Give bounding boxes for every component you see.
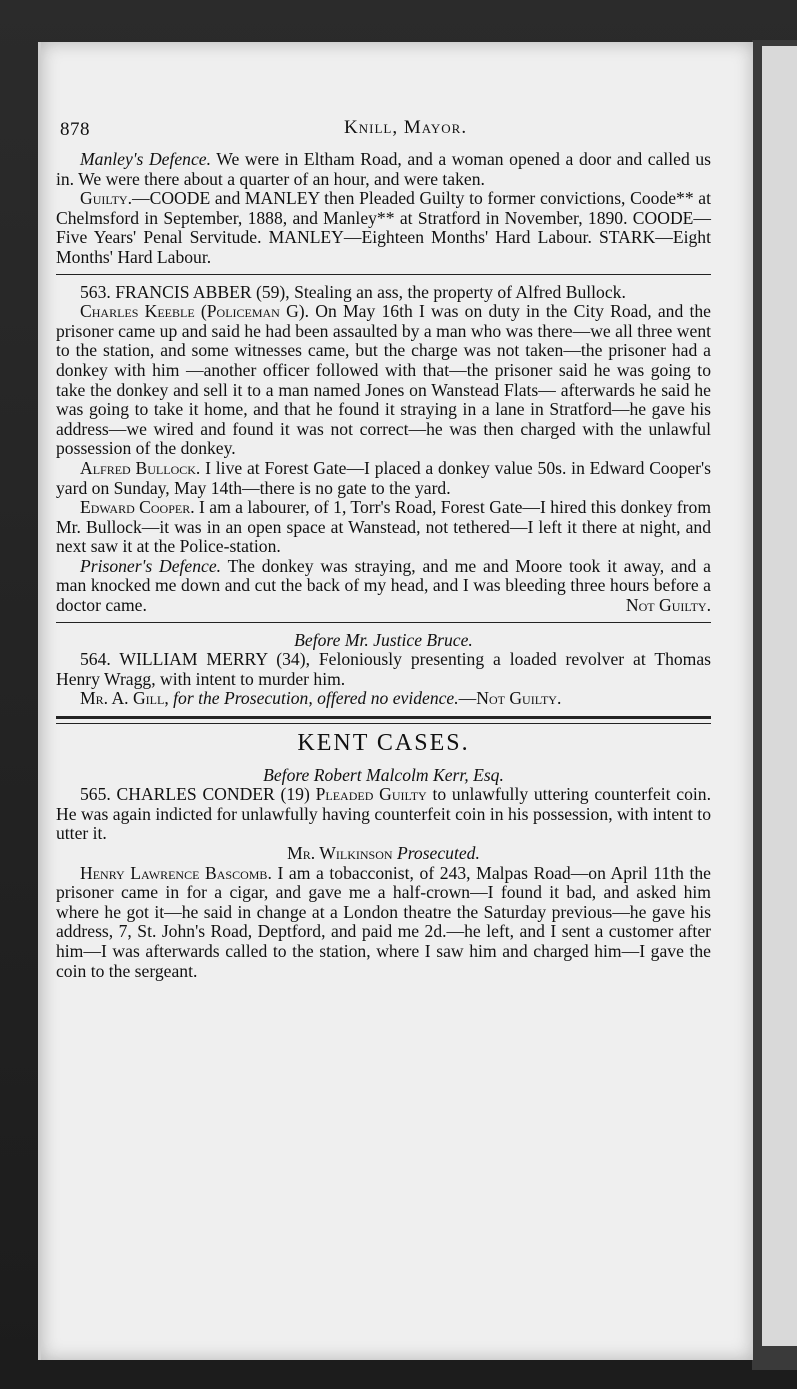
kent-cases-title: KENT CASES. bbox=[297, 730, 470, 757]
wilkinson-role: Prosecuted. bbox=[396, 843, 480, 863]
keeble-label: Charles Keeble (Policeman G). bbox=[80, 301, 310, 322]
manley-defence-text: We were in Eltham Road, and a woman opened a door and called us in. We were there about a quarter of an hour, and were taken. bbox=[56, 149, 711, 189]
bullock-label: Alfred Bullock. bbox=[80, 457, 201, 478]
facing-page bbox=[762, 46, 797, 1346]
double-rule bbox=[56, 716, 711, 724]
page-header bbox=[56, 112, 711, 140]
case-565-heading: 565. CHARLES CONDER (19) bbox=[80, 784, 310, 805]
bascomb-text: I am a tobacconist, of 243, Malpas Road—on April 11th the prisoner came in for a cigar, and gave me a half-crown—I found it bad, and asked him where he got it—he said in change at a London theatre the Saturday previous—he gave his address, 7, St. John's Road, Deptford, and paid me 2d.—he left, and I sent a customer after him—I was afterwards called to the station, where I saw him and charged him—I gave the coin to the sergeant. bbox=[56, 862, 711, 981]
gill-paragraph bbox=[56, 689, 711, 709]
prosecution-line bbox=[56, 844, 711, 864]
case-565-paragraph bbox=[56, 785, 711, 844]
cooper-testimony bbox=[56, 498, 711, 557]
keeble-text: On May 16th I was on duty in the City Road, and the prisoner came up and said he had been assaulted by a man who was there—we all three went to the station, and some witnesses came, but the charge was not taken—the prisoner had a donkey with him —another officer followed with that—the prisoner said he was going to take the donkey and sell it to a man named Jones on Wanstead Flats— afterwards he said he was going to take it home, and that he found it straying in a lane in Stratford—he gave his address—we wired and found it was not correct—he was then charged with the unlawful possession of the donkey. bbox=[56, 301, 711, 459]
case-565-text: to unlawfully uttering counterfeit coin. He was again indicted for unlawfully having counterfeit coin in his possession, with intent to utter it. bbox=[56, 784, 711, 844]
case-564-heading: 564. WILLIAM MERRY (34), Feloniously presenting a loaded revolver at Thomas Henry Wragg, with intent to murder him. bbox=[56, 649, 711, 689]
gill-label: Mr. A. Gill, bbox=[80, 688, 169, 709]
cooper-label: Edward Cooper. bbox=[80, 497, 195, 518]
wilkinson-name: Mr. Wilkinson bbox=[287, 843, 393, 863]
page-number: 878 bbox=[60, 119, 90, 140]
guilty-label: Guilty. bbox=[80, 188, 132, 209]
bullock-text: I live at Forest Gate—I placed a donkey value 50s. in Edward Cooper's yard on Sunday, May 14th—there is no gate to the yard. bbox=[56, 457, 711, 498]
section-rule bbox=[56, 622, 711, 623]
section-rule bbox=[56, 274, 711, 275]
prisoner-defence-paragraph bbox=[56, 557, 711, 616]
manley-defence-label: Manley's Defence. bbox=[80, 149, 211, 169]
cooper-text: I am a labourer, of 1, Torr's Road, Forest Gate—I hired this donkey from Mr. Bullock—it was in an open space at Wanstead, not tethered—I left it there at night, and next saw it at the Police-station. bbox=[56, 497, 712, 557]
running-head: Knill, Mayor. bbox=[344, 117, 468, 138]
manley-defence-paragraph bbox=[56, 150, 711, 189]
page-content bbox=[56, 112, 711, 981]
case-565-plea: Pleaded Guilty bbox=[315, 784, 427, 805]
guilty-text: —COODE and MANLEY then Pleaded Guilty to former convictions, Coode** at Chelmsford in September, 1888, and Manley** at Stratford in November, 1890. COODE—Five Years' Penal Servitude. MANLEY—Eighteen Months' Hard Labour. STARK—Eight Months' Hard Labour. bbox=[56, 188, 711, 267]
verdict-not-guilty-2: —Not Guilty. bbox=[458, 688, 562, 709]
prisoner-defence-label: Prisoner's Defence. bbox=[80, 555, 222, 576]
facing-page-edge bbox=[752, 40, 797, 1370]
bullock-testimony bbox=[56, 459, 711, 498]
before-justice-bruce: Before Mr. Justice Bruce. bbox=[294, 629, 473, 650]
prisoner-defence-text: The donkey was straying, and me and Moore took it away, and a man knocked me down and cut the back of my head, and I was bleeding three hours before a doctor came. bbox=[56, 555, 711, 616]
case-563-heading: 563. FRANCIS ABBER (59), Stealing an ass, the property of Alfred Bullock. bbox=[80, 281, 626, 302]
bascomb-testimony bbox=[56, 864, 711, 982]
before-kerr: Before Robert Malcolm Kerr, Esq. bbox=[263, 764, 504, 785]
guilty-paragraph bbox=[56, 189, 711, 267]
keeble-testimony bbox=[56, 302, 711, 459]
verdict-not-guilty: Not Guilty. bbox=[625, 595, 711, 616]
gill-text: for the Prosecution, offered no evidence. bbox=[173, 688, 459, 709]
bascomb-label: Henry Lawrence Bascomb. bbox=[80, 862, 272, 883]
